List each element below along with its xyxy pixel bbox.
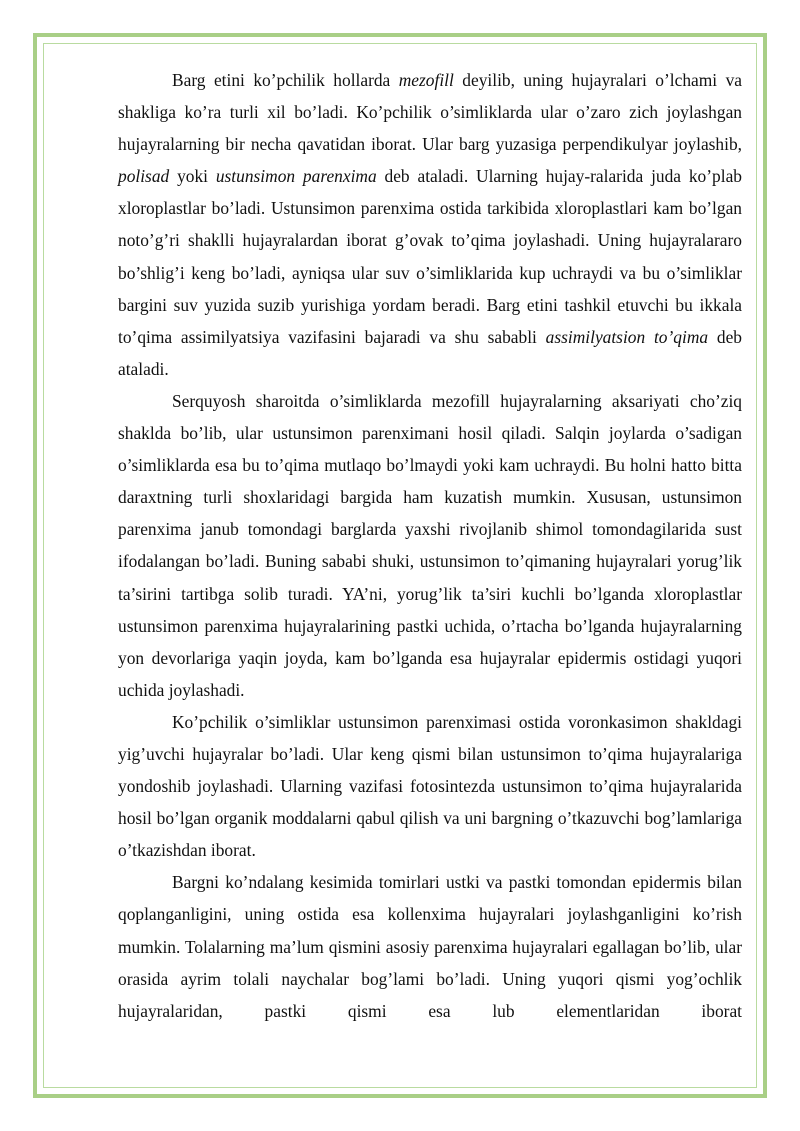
document-body	[118, 64, 742, 1027]
paragraph-kondalang-kesim	[118, 866, 742, 1026]
italic-term-assimilyatsion-toqima: assimilyatsion to’qima	[545, 326, 709, 347]
italic-term-ustunsimon-parenxima: ustunsimon parenxima	[215, 166, 377, 187]
italic-term-polisad: polisad	[118, 166, 170, 187]
text-segment: deyilib, uning hujayralari o’lchami va shakliga ko’ra turli xil bo’ladi. Ko’pchilik o’simliklarda ular o’zaro zich joylashgan hujayralarning bir necha qavatidan iborat. Ular barg yuzasiga perpendikulyar joylashib,	[118, 70, 742, 155]
text-segment: Barg etini ko’pchilik hollarda	[172, 70, 399, 90]
italic-term-mezofill: mezofill	[398, 70, 454, 90]
paragraph-yiguvchi-hujayralar	[118, 706, 742, 866]
paragraph-serquyosh	[118, 385, 742, 706]
text-segment: deb ataladi. Ularning hujay-ralarida juda ko’plab xloroplastlar bo’ladi. Ustunsimon parenxima ostida tarkibida xloroplastlari kam bo’lgan noto’g’ri shaklli hujayralardan iborat g’ovak to’qima joylashadi. Uning hujayralararo bo’shlig’i keng bo’ladi, ayniqsa ular suv o’simliklarida kup uchraydi va bu o’simliklar bargini suv yuzida suzib yurishiga yordam beradi. Barg etini tashkil etuvchi bu ikkala to’qima assimilyatsiya vazifasini bajaradi va shu sababli	[118, 166, 742, 347]
text-segment: Serquyosh sharoitda o’simliklarda mezofill hujayralarning aksariyati cho’ziq shaklda bo’lib, ular ustunsimon parenximani hosil qiladi. Salqin joylarda o’sadigan o’simliklarda esa bu to’qima mutlaqo bo’lmaydi yoki kam uchraydi. Bu holni hatto bitta daraxtning turli shoxlaridagi bargida ham kuzatish mumkin. Xususan, ustunsimon parenxima janub tomondagi barglarda yaxshi rivojlanib shimol tomondagilarida sust ifodalangan bo’ladi. Buning sababi shuki, ustunsimon to’qimaning hujayralari yorug’lik ta’sirini tartibga solib turadi. YA’ni, yorug’lik ta’siri kuchli bo’lganda xloroplastlar ustunsimon parenxima hujayralarining pastki uchida, o’rtacha bo’lganda hujayralarning yon devorlariga yaqin joyda, kam bo’lganda esa hujayralar epidermis ostidagi yuqori uchida joylashadi.	[118, 390, 742, 700]
text-segment: yoki	[169, 166, 216, 187]
text-segment: Bargni ko’ndalang kesimida tomirlari ustki va pastki tomondan epidermis bilan qoplanganligini, uning ostida esa kollenxima hujayralari joylashganligini ko’rish mumkin. Tolalarning ma’lum qismini asosiy parenxima hujayralari egallagan bo’lib, ular orasida ayrim tolali naychalar bog’lami bo’ladi. Uning yuqori qismi yog’ochlik hujayralaridan, pastki qismi esa lub elementlaridan iborat	[118, 872, 742, 1021]
text-segment: Ko’pchilik o’simliklar ustunsimon parenximasi ostida voronkasimon shakldagi yig’uvchi hujayralar bo’ladi. Ular keng qismi bilan ustunsimon to’qima hujayralariga yondoshib joylashadi. Ularning vazifasi fotosintezda ustunsimon to’qima hujayralarida hosil bo’lgan organik moddalarni qabul qilish va uni bargning o’tkazuvchi bog’lamlariga o’tkazishdan iborat.	[118, 711, 742, 861]
text-segment: deb ataladi.	[118, 326, 742, 379]
paragraph-mezofill	[118, 64, 742, 385]
